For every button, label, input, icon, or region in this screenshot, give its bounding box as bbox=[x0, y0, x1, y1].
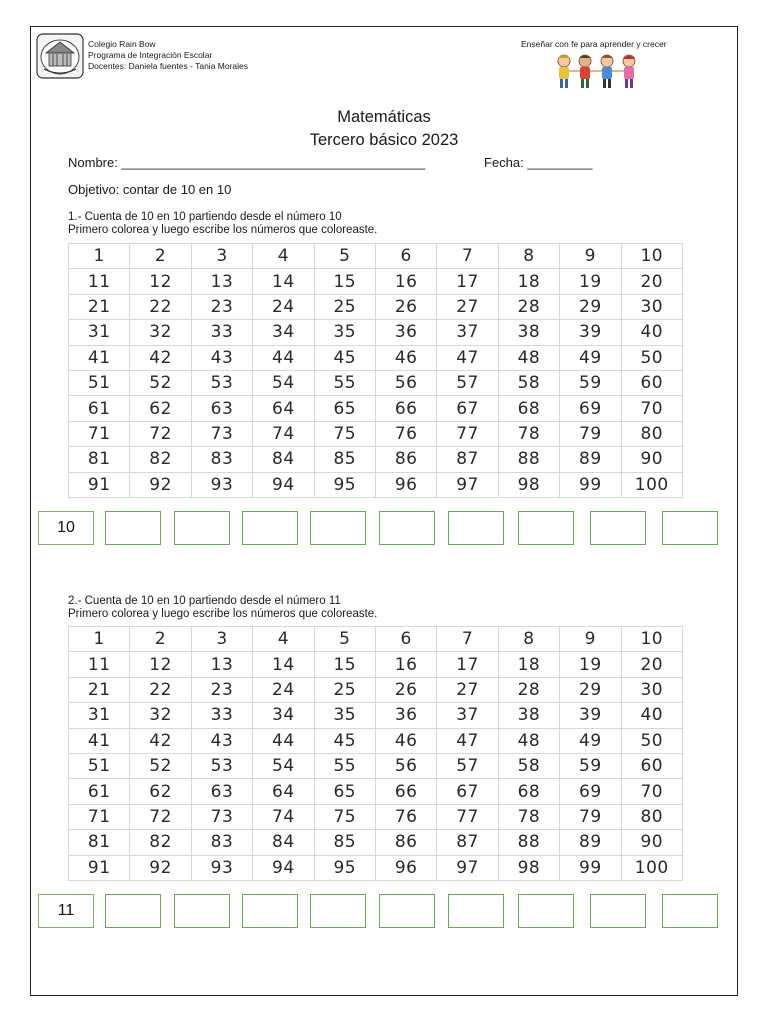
grid-cell[interactable]: 32 bbox=[130, 320, 191, 345]
grid-cell[interactable]: 18 bbox=[498, 652, 559, 677]
answer-box[interactable] bbox=[448, 894, 504, 928]
exercise-1-subinstruction: Primero colorea y luego escribe los números que coloreaste. bbox=[68, 224, 378, 236]
grid-cell[interactable]: 52 bbox=[130, 370, 191, 395]
grid-cell[interactable]: 16 bbox=[375, 269, 436, 294]
grid-cell[interactable]: 90 bbox=[621, 447, 682, 472]
grid-row bbox=[69, 320, 683, 345]
grid-cell[interactable]: 45 bbox=[314, 728, 375, 753]
grid-cell[interactable]: 33 bbox=[191, 320, 252, 345]
grid-cell[interactable]: 69 bbox=[560, 396, 621, 421]
grid-cell[interactable]: 94 bbox=[253, 472, 314, 497]
grid-cell[interactable]: 39 bbox=[560, 320, 621, 345]
grid-cell[interactable]: 17 bbox=[437, 652, 498, 677]
grid-cell[interactable]: 77 bbox=[437, 804, 498, 829]
grid-cell[interactable]: 44 bbox=[253, 345, 314, 370]
grid-cell[interactable]: 57 bbox=[437, 753, 498, 778]
school-name: Colegio Rain Bow bbox=[88, 39, 156, 49]
grid-cell[interactable]: 32 bbox=[130, 703, 191, 728]
grid-cell[interactable]: 78 bbox=[498, 421, 559, 446]
teachers: Docentes: Daniela fuentes - Tania Morales bbox=[88, 61, 249, 71]
grid-cell[interactable]: 1 bbox=[69, 244, 130, 269]
grid-cell[interactable]: 1 bbox=[69, 627, 130, 652]
grid-cell[interactable]: 34 bbox=[253, 703, 314, 728]
grid-cell[interactable]: 41 bbox=[69, 728, 130, 753]
answer-box-start-2: 11 bbox=[38, 894, 94, 928]
grid-cell[interactable]: 35 bbox=[314, 320, 375, 345]
grid-cell[interactable]: 30 bbox=[621, 677, 682, 702]
grid-cell[interactable]: 82 bbox=[130, 830, 191, 855]
grid-cell[interactable]: 79 bbox=[560, 804, 621, 829]
children-holding-hands-illustration bbox=[552, 52, 642, 92]
grid-cell[interactable]: 22 bbox=[130, 294, 191, 319]
grid-cell[interactable]: 66 bbox=[375, 779, 436, 804]
grid-cell[interactable]: 22 bbox=[130, 677, 191, 702]
grid-row bbox=[69, 269, 683, 294]
grid-cell[interactable]: 59 bbox=[560, 370, 621, 395]
grid-cell[interactable]: 70 bbox=[621, 396, 682, 421]
grid-cell[interactable]: 47 bbox=[437, 345, 498, 370]
grid-cell[interactable]: 9 bbox=[560, 627, 621, 652]
answer-box[interactable] bbox=[379, 894, 435, 928]
grid-cell[interactable]: 27 bbox=[437, 294, 498, 319]
grid-row bbox=[69, 677, 683, 702]
school-motto: Enseñar con fe para aprender y crecer bbox=[521, 39, 667, 49]
grid-cell[interactable]: 97 bbox=[437, 855, 498, 880]
grid-cell[interactable]: 18 bbox=[498, 269, 559, 294]
grid-cell[interactable]: 12 bbox=[130, 269, 191, 294]
grid-cell[interactable]: 84 bbox=[253, 830, 314, 855]
grid-cell[interactable]: 27 bbox=[437, 677, 498, 702]
grid-cell[interactable]: 26 bbox=[375, 677, 436, 702]
grid-cell[interactable]: 73 bbox=[191, 804, 252, 829]
grid-cell[interactable]: 88 bbox=[498, 830, 559, 855]
grid-cell[interactable]: 80 bbox=[621, 804, 682, 829]
grid-cell[interactable]: 100 bbox=[621, 472, 682, 497]
grid-cell[interactable]: 23 bbox=[191, 294, 252, 319]
grid-cell[interactable]: 31 bbox=[69, 320, 130, 345]
grid-cell[interactable]: 10 bbox=[621, 627, 682, 652]
grid-cell[interactable]: 38 bbox=[498, 703, 559, 728]
grid-cell[interactable]: 64 bbox=[253, 779, 314, 804]
grid-cell[interactable]: 9 bbox=[560, 244, 621, 269]
grid-cell[interactable]: 37 bbox=[437, 703, 498, 728]
grid-row bbox=[69, 421, 683, 446]
subject-title: Matemáticas bbox=[337, 108, 431, 126]
grid-cell[interactable]: 63 bbox=[191, 396, 252, 421]
grid-cell[interactable]: 13 bbox=[191, 269, 252, 294]
answer-box[interactable] bbox=[105, 511, 161, 545]
grid-cell[interactable]: 60 bbox=[621, 370, 682, 395]
grid-cell[interactable]: 3 bbox=[191, 627, 252, 652]
school-crest-logo bbox=[36, 33, 84, 79]
grid-cell[interactable]: 82 bbox=[130, 447, 191, 472]
grid-cell[interactable]: 25 bbox=[314, 677, 375, 702]
answer-box[interactable] bbox=[448, 511, 504, 545]
grid-cell[interactable]: 28 bbox=[498, 677, 559, 702]
grid-cell[interactable]: 92 bbox=[130, 472, 191, 497]
grid-cell[interactable]: 53 bbox=[191, 370, 252, 395]
grid-cell[interactable]: 31 bbox=[69, 703, 130, 728]
grid-cell[interactable]: 90 bbox=[621, 830, 682, 855]
grid-cell[interactable]: 7 bbox=[437, 627, 498, 652]
grid-cell[interactable]: 24 bbox=[253, 294, 314, 319]
grid-cell[interactable]: 98 bbox=[498, 855, 559, 880]
grid-cell[interactable]: 87 bbox=[437, 447, 498, 472]
grid-cell[interactable]: 40 bbox=[621, 703, 682, 728]
date-field[interactable]: Fecha: _________ bbox=[484, 155, 593, 170]
grid-cell[interactable]: 55 bbox=[314, 753, 375, 778]
grid-row bbox=[69, 703, 683, 728]
grade-title: Tercero básico 2023 bbox=[309, 131, 459, 149]
grid-cell[interactable]: 58 bbox=[498, 370, 559, 395]
grid-cell[interactable]: 93 bbox=[191, 855, 252, 880]
grid-cell[interactable]: 65 bbox=[314, 396, 375, 421]
grid-cell[interactable]: 49 bbox=[560, 345, 621, 370]
grid-cell[interactable]: 12 bbox=[130, 652, 191, 677]
grid-cell[interactable]: 81 bbox=[69, 830, 130, 855]
grid-cell[interactable]: 62 bbox=[130, 779, 191, 804]
grid-cell[interactable]: 76 bbox=[375, 421, 436, 446]
grid-cell[interactable]: 50 bbox=[621, 345, 682, 370]
answer-box[interactable] bbox=[174, 894, 230, 928]
grid-cell[interactable]: 65 bbox=[314, 779, 375, 804]
grid-cell[interactable]: 4 bbox=[253, 627, 314, 652]
grid-cell[interactable]: 95 bbox=[314, 855, 375, 880]
grid-cell[interactable]: 6 bbox=[375, 627, 436, 652]
grid-row bbox=[69, 627, 683, 652]
grid-cell[interactable]: 21 bbox=[69, 677, 130, 702]
grid-row bbox=[69, 855, 683, 880]
grid-cell[interactable]: 52 bbox=[130, 753, 191, 778]
grid-cell[interactable]: 99 bbox=[560, 855, 621, 880]
grid-cell[interactable]: 7 bbox=[437, 244, 498, 269]
grid-cell[interactable]: 46 bbox=[375, 728, 436, 753]
grid-cell[interactable]: 83 bbox=[191, 447, 252, 472]
grid-cell[interactable]: 33 bbox=[191, 703, 252, 728]
answer-box[interactable] bbox=[310, 894, 366, 928]
grid-cell[interactable]: 20 bbox=[621, 269, 682, 294]
grid-cell[interactable]: 59 bbox=[560, 753, 621, 778]
grid-cell[interactable]: 6 bbox=[375, 244, 436, 269]
grid-cell[interactable]: 93 bbox=[191, 472, 252, 497]
grid-cell[interactable]: 75 bbox=[314, 421, 375, 446]
answer-box[interactable] bbox=[662, 511, 718, 545]
grid-cell[interactable]: 43 bbox=[191, 728, 252, 753]
number-grid-1 bbox=[68, 243, 683, 498]
grid-cell[interactable]: 49 bbox=[560, 728, 621, 753]
grid-cell[interactable]: 20 bbox=[621, 652, 682, 677]
grid-cell[interactable]: 26 bbox=[375, 294, 436, 319]
grid-cell[interactable]: 76 bbox=[375, 804, 436, 829]
grid-cell[interactable]: 51 bbox=[69, 370, 130, 395]
grid-cell[interactable]: 43 bbox=[191, 345, 252, 370]
grid-cell[interactable]: 84 bbox=[253, 447, 314, 472]
grid-cell[interactable]: 69 bbox=[560, 779, 621, 804]
grid-cell[interactable]: 3 bbox=[191, 244, 252, 269]
grid-cell[interactable]: 55 bbox=[314, 370, 375, 395]
grid-row bbox=[69, 396, 683, 421]
grid-cell[interactable]: 24 bbox=[253, 677, 314, 702]
grid-cell[interactable]: 16 bbox=[375, 652, 436, 677]
grid-cell[interactable]: 54 bbox=[253, 370, 314, 395]
answer-box[interactable] bbox=[242, 894, 298, 928]
grid-row bbox=[69, 447, 683, 472]
grid-cell[interactable]: 86 bbox=[375, 447, 436, 472]
grid-cell[interactable]: 67 bbox=[437, 396, 498, 421]
exercise-2-instruction: 2.- Cuenta de 10 en 10 partiendo desde el número 11 bbox=[68, 595, 341, 607]
answer-box[interactable] bbox=[242, 511, 298, 545]
answer-box[interactable] bbox=[105, 894, 161, 928]
grid-cell[interactable]: 75 bbox=[314, 804, 375, 829]
grid-row bbox=[69, 370, 683, 395]
grid-cell[interactable]: 15 bbox=[314, 652, 375, 677]
grid-cell[interactable]: 58 bbox=[498, 753, 559, 778]
grid-cell[interactable]: 96 bbox=[375, 855, 436, 880]
answer-box[interactable] bbox=[518, 511, 574, 545]
grid-cell[interactable]: 83 bbox=[191, 830, 252, 855]
grid-cell[interactable]: 62 bbox=[130, 396, 191, 421]
grid-cell[interactable]: 45 bbox=[314, 345, 375, 370]
grid-cell[interactable]: 8 bbox=[498, 244, 559, 269]
grid-cell[interactable]: 19 bbox=[560, 269, 621, 294]
grid-cell[interactable]: 87 bbox=[437, 830, 498, 855]
grid-cell[interactable]: 91 bbox=[69, 855, 130, 880]
answer-box[interactable] bbox=[379, 511, 435, 545]
grid-cell[interactable]: 2 bbox=[130, 627, 191, 652]
grid-cell[interactable]: 25 bbox=[314, 294, 375, 319]
grid-cell[interactable]: 44 bbox=[253, 728, 314, 753]
grid-cell[interactable]: 19 bbox=[560, 652, 621, 677]
objective: Objetivo: contar de 10 en 10 bbox=[68, 182, 232, 197]
grid-cell[interactable]: 95 bbox=[314, 472, 375, 497]
grid-cell[interactable]: 61 bbox=[69, 396, 130, 421]
grid-cell[interactable]: 71 bbox=[69, 804, 130, 829]
grid-row bbox=[69, 779, 683, 804]
grid-cell[interactable]: 36 bbox=[375, 320, 436, 345]
grid-cell[interactable]: 48 bbox=[498, 345, 559, 370]
grid-row bbox=[69, 345, 683, 370]
grid-row bbox=[69, 728, 683, 753]
grid-cell[interactable]: 72 bbox=[130, 804, 191, 829]
program-name: Programa de Integración Escolar bbox=[88, 50, 213, 60]
grid-cell[interactable]: 28 bbox=[498, 294, 559, 319]
grid-cell[interactable]: 29 bbox=[560, 677, 621, 702]
grid-row bbox=[69, 753, 683, 778]
answer-box[interactable] bbox=[518, 894, 574, 928]
grid-cell[interactable]: 5 bbox=[314, 244, 375, 269]
grid-cell[interactable]: 13 bbox=[191, 652, 252, 677]
grid-cell[interactable]: 92 bbox=[130, 855, 191, 880]
grid-cell[interactable]: 38 bbox=[498, 320, 559, 345]
grid-cell[interactable]: 88 bbox=[498, 447, 559, 472]
grid-cell[interactable]: 60 bbox=[621, 753, 682, 778]
grid-cell[interactable]: 47 bbox=[437, 728, 498, 753]
grid-cell[interactable]: 68 bbox=[498, 779, 559, 804]
grid-cell[interactable]: 8 bbox=[498, 627, 559, 652]
grid-cell[interactable]: 23 bbox=[191, 677, 252, 702]
grid-cell[interactable]: 57 bbox=[437, 370, 498, 395]
grid-cell[interactable]: 37 bbox=[437, 320, 498, 345]
grid-cell[interactable]: 15 bbox=[314, 269, 375, 294]
grid-cell[interactable]: 68 bbox=[498, 396, 559, 421]
grid-cell[interactable]: 97 bbox=[437, 472, 498, 497]
grid-cell[interactable]: 39 bbox=[560, 703, 621, 728]
grid-cell[interactable]: 74 bbox=[253, 804, 314, 829]
grid-cell[interactable]: 86 bbox=[375, 830, 436, 855]
grid-cell[interactable]: 29 bbox=[560, 294, 621, 319]
answer-box[interactable] bbox=[174, 511, 230, 545]
grid-cell[interactable]: 5 bbox=[314, 627, 375, 652]
grid-cell[interactable]: 54 bbox=[253, 753, 314, 778]
grid-cell[interactable]: 85 bbox=[314, 830, 375, 855]
grid-row bbox=[69, 244, 683, 269]
grid-cell[interactable]: 17 bbox=[437, 269, 498, 294]
answer-box-start-1: 10 bbox=[38, 511, 94, 545]
answer-box[interactable] bbox=[662, 894, 718, 928]
exercise-1-instructions bbox=[68, 211, 377, 237]
grid-cell[interactable]: 21 bbox=[69, 294, 130, 319]
grid-cell[interactable]: 42 bbox=[130, 345, 191, 370]
grid-cell[interactable]: 42 bbox=[130, 728, 191, 753]
grid-row bbox=[69, 652, 683, 677]
grid-cell[interactable]: 48 bbox=[498, 728, 559, 753]
grid-cell[interactable]: 53 bbox=[191, 753, 252, 778]
grid-cell[interactable]: 96 bbox=[375, 472, 436, 497]
grid-cell[interactable]: 11 bbox=[69, 652, 130, 677]
exercise-2-subinstruction: Primero colorea y luego escribe los números que coloreaste. bbox=[68, 608, 378, 620]
answer-box[interactable] bbox=[310, 511, 366, 545]
grid-row bbox=[69, 830, 683, 855]
grid-row bbox=[69, 294, 683, 319]
grid-cell[interactable]: 14 bbox=[253, 269, 314, 294]
grid-cell[interactable]: 34 bbox=[253, 320, 314, 345]
grid-cell[interactable]: 99 bbox=[560, 472, 621, 497]
grid-cell[interactable]: 36 bbox=[375, 703, 436, 728]
grid-cell[interactable]: 46 bbox=[375, 345, 436, 370]
grid-cell[interactable]: 41 bbox=[69, 345, 130, 370]
grid-cell[interactable]: 64 bbox=[253, 396, 314, 421]
grid-cell[interactable]: 78 bbox=[498, 804, 559, 829]
grid-cell[interactable]: 89 bbox=[560, 447, 621, 472]
grid-cell[interactable]: 11 bbox=[69, 269, 130, 294]
grid-row bbox=[69, 804, 683, 829]
grid-cell[interactable]: 91 bbox=[69, 472, 130, 497]
grid-cell[interactable]: 100 bbox=[621, 855, 682, 880]
answer-box[interactable] bbox=[590, 894, 646, 928]
grid-cell[interactable]: 30 bbox=[621, 294, 682, 319]
grid-cell[interactable]: 80 bbox=[621, 421, 682, 446]
grid-cell[interactable]: 73 bbox=[191, 421, 252, 446]
grid-cell[interactable]: 56 bbox=[375, 753, 436, 778]
exercise-2-instructions bbox=[68, 595, 377, 621]
grid-cell[interactable]: 94 bbox=[253, 855, 314, 880]
grid-cell[interactable]: 50 bbox=[621, 728, 682, 753]
grid-cell[interactable]: 56 bbox=[375, 370, 436, 395]
grid-cell[interactable]: 77 bbox=[437, 421, 498, 446]
answer-box[interactable] bbox=[590, 511, 646, 545]
grid-cell[interactable]: 98 bbox=[498, 472, 559, 497]
school-info bbox=[88, 39, 248, 72]
exercise-1-instruction: 1.- Cuenta de 10 en 10 partiendo desde el número 10 bbox=[68, 211, 342, 223]
grid-cell[interactable]: 63 bbox=[191, 779, 252, 804]
number-grid-2 bbox=[68, 626, 683, 881]
grid-cell[interactable]: 70 bbox=[621, 779, 682, 804]
grid-cell[interactable]: 66 bbox=[375, 396, 436, 421]
student-name-field[interactable]: Nombre: __________________________________________ bbox=[68, 155, 426, 170]
grid-row bbox=[69, 472, 683, 497]
grid-cell[interactable]: 10 bbox=[621, 244, 682, 269]
grid-cell[interactable]: 89 bbox=[560, 830, 621, 855]
grid-cell[interactable]: 67 bbox=[437, 779, 498, 804]
grid-cell[interactable]: 85 bbox=[314, 447, 375, 472]
grid-cell[interactable]: 61 bbox=[69, 779, 130, 804]
grid-cell[interactable]: 14 bbox=[253, 652, 314, 677]
grid-cell[interactable]: 4 bbox=[253, 244, 314, 269]
grid-cell[interactable]: 79 bbox=[560, 421, 621, 446]
grid-cell[interactable]: 71 bbox=[69, 421, 130, 446]
grid-cell[interactable]: 35 bbox=[314, 703, 375, 728]
grid-cell[interactable]: 2 bbox=[130, 244, 191, 269]
grid-cell[interactable]: 72 bbox=[130, 421, 191, 446]
grid-cell[interactable]: 51 bbox=[69, 753, 130, 778]
grid-cell[interactable]: 40 bbox=[621, 320, 682, 345]
grid-cell[interactable]: 74 bbox=[253, 421, 314, 446]
grid-cell[interactable]: 81 bbox=[69, 447, 130, 472]
